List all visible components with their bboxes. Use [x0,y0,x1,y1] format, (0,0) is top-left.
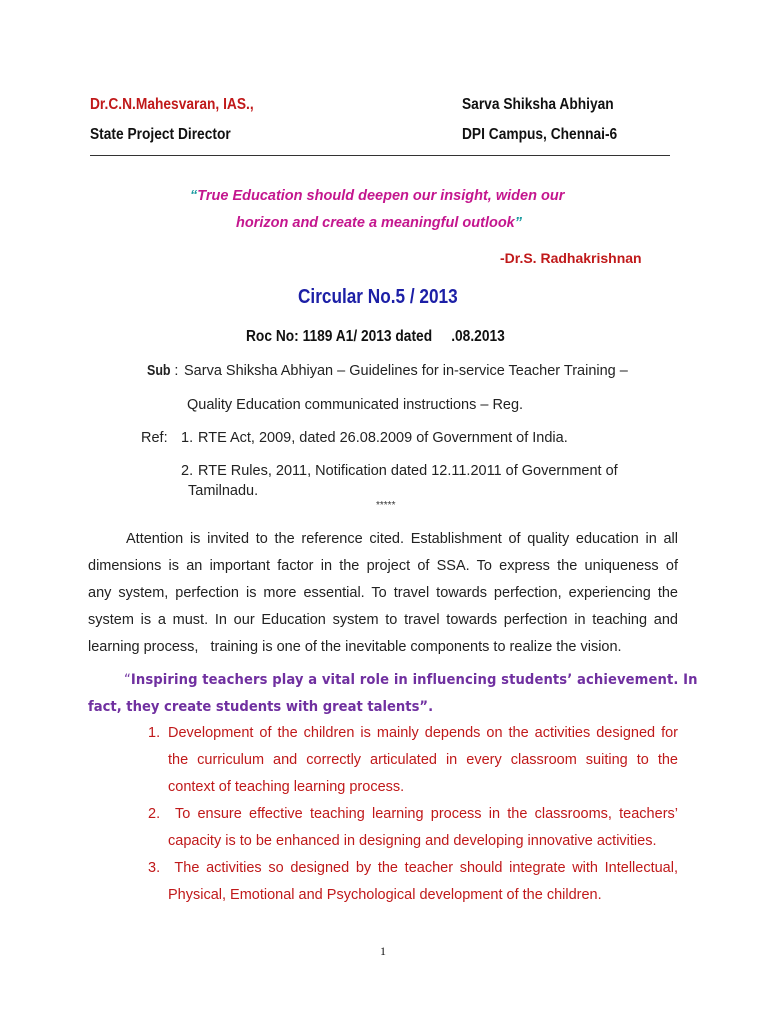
ref-item-2-text-cont: Tamilnadu. [188,483,259,499]
quote-text-2: horizon and create a meaningful outlook [236,215,515,231]
highlight-open-mark: “ [124,672,131,688]
highlight-line-2: fact, they create students with great talents”. [88,699,434,715]
subject-text-1: Sarva Shiksha Abhiyan – Guidelines for in-service Teacher Training – [184,363,628,379]
ref-item-1-text: RTE Act, 2009, dated 26.08.2009 of Government of India. [198,430,568,446]
list-item-text [168,855,678,909]
paragraph-line: any system, perfection is more essential. To travel towards perfection, experiencing the [88,585,678,601]
list-item-line: context of teaching learning process. [168,779,405,795]
quote-open-mark: “ [190,188,198,204]
paragraph-line: Attention is invited to the reference cited. Establishment of quality education in all [126,531,678,547]
director-title: State Project Director [90,126,231,143]
highlight-text-1: Inspiring teachers play a vital role in influencing students’ achievement. In [130,672,698,688]
paragraph-line: learning process, training is one of the inevitable components to realize the vision. [88,639,622,655]
paragraph-line: system is a must. In our Education system to travel towards perfection in teaching and [88,612,678,628]
list-item [0,855,768,910]
list-item-line: Development of the children is mainly depends on the activities designed for [168,725,678,741]
list-item [0,720,768,802]
intro-paragraph [88,526,678,661]
subject-colon: : [174,363,179,379]
quote-line-1 [190,188,564,204]
list-item-line: To ensure effective teaching learning process in the classrooms, teachers’ [168,806,678,822]
quote-author: -Dr.S. Radhakrishnan [500,250,642,266]
ref-item-2-text: RTE Rules, 2011, Notification dated 12.11.2011 of Government of [198,463,618,479]
ref-label: Ref: [141,430,168,446]
list-item-number: 1. [148,725,161,741]
page-number: 1 [380,944,386,958]
list-item-text [168,720,678,801]
list-item-number: 3. [148,860,161,876]
organization-address: DPI Campus, Chennai-6 [462,126,618,143]
highlight-line-1 [124,672,698,688]
ref-item-1-num: 1. [181,430,194,446]
organization-name: Sarva Shiksha Abhiyan [462,96,614,113]
director-name: Dr.C.N.Mahesvaran, IAS., [90,96,254,113]
quote-text-1: True Education should deepen our insight, widen our [197,188,565,204]
list-item-line: Physical, Emotional and Psychological development of the children. [168,887,602,903]
subject-line-1 [147,363,178,379]
quote-line-2 [236,215,522,231]
list-item-line: The activities so designed by the teacher should integrate with Intellectual, [168,860,678,876]
list-item-number: 2. [148,806,161,822]
list-item-line: capacity is to be enhanced in designing and developing innovative activities. [168,833,657,849]
paragraph-line: dimensions is an important factor in the project of SSA. To express the uniqueness of [88,558,678,574]
roc-number: Roc No: 1189 A1/ 2013 dated .08.2013 [246,328,505,345]
list-item [0,801,768,856]
header-divider [90,155,670,156]
quote-close-mark: ” [514,215,522,231]
list-item-line: the curriculum and correctly articulated in every classroom suiting to the [168,752,678,768]
ref-item-2-num: 2. [181,463,194,479]
subject-label: Sub [147,363,171,379]
list-item-text [168,801,678,855]
separator-stars: ***** [376,500,396,511]
circular-title: Circular No.5 / 2013 [298,286,458,308]
subject-text-2: Quality Education communicated instructions – Reg. [187,397,524,413]
